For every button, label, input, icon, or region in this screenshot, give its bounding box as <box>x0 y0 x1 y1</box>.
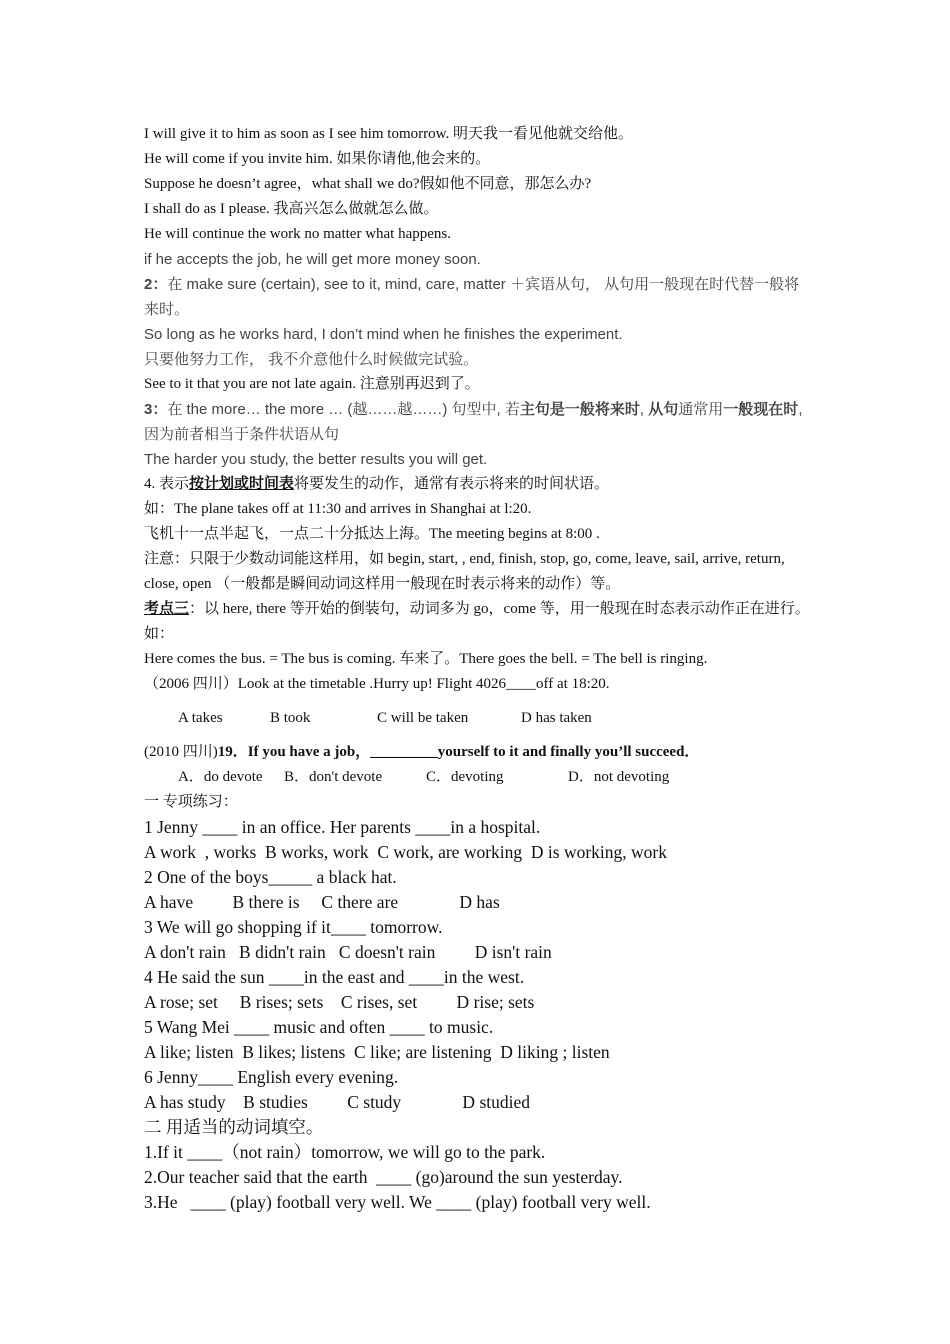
exercise-question: 6 Jenny____ English every evening. <box>144 1067 399 1087</box>
rule-number: 2： <box>144 276 168 293</box>
document-page <box>144 122 814 1215</box>
rule-text: 在 make sure (certain), see to it, mind, care, matter ＋宾语从句， 从句用一般现在时代替一般将来时。 <box>144 276 800 318</box>
exercise-question: 5 Wang Mei ____ music and often ____ to music. <box>144 1017 494 1037</box>
option-a: A．do devote <box>178 769 263 785</box>
exercise-question: 1 Jenny ____ in an office. Her parents ____in a hospital. <box>144 817 541 837</box>
exercise-options: A don't rain B didn't rain C doesn't rain D isn't rain <box>144 942 552 962</box>
exercise-options: A has study B studies C study D studied <box>144 1092 530 1112</box>
exercise-options: A like; listen B likes; listens C like; are listening D liking ; listen <box>144 1042 610 1062</box>
rule-emphasis: 主句是一般将来时 <box>519 401 640 418</box>
key-point-3 <box>144 597 814 647</box>
rule-text: , <box>639 401 649 418</box>
rule-text: 在 the more… the more … (越……越……) 句型中, 若 <box>167 401 520 418</box>
example-line: 只要他努力工作， 我不介意他什么时候做完试验。 <box>144 351 479 368</box>
rule-3 <box>144 397 814 447</box>
exam-stem: 19．If you have a job，_________yourself to it and finally you’ll succeed． <box>217 744 700 760</box>
example-line: He will continue the work no matter what happens. <box>144 226 452 242</box>
exercise-options: A have B there is C there are D has <box>144 892 500 912</box>
fill-in-item: 2.Our teacher said that the earth ____ (go)around the sun yesterday. <box>144 1167 623 1187</box>
rule-emphasis: 从句 <box>648 401 679 418</box>
example-line: if he accepts the job, he will get more money soon. <box>144 251 481 268</box>
exercise-question: 2 One of the boys_____ a black hat. <box>144 867 397 887</box>
exercise-2-title: 二 用适当的动词填空。 <box>144 1117 324 1137</box>
exercise-options: A work , works B works, work C work, are working D is working, work <box>144 842 668 862</box>
rule-emphasis: 一般现在时 <box>723 401 799 418</box>
key-point-label: 考点三 <box>144 601 190 617</box>
rule-emphasis: 按计划或时间表 <box>189 476 295 492</box>
exam-question-2006: （2006 四川）Look at the timetable .Hurry up! Flight 4026____off at 18:20. <box>144 676 610 692</box>
exam-options-2006 <box>144 706 814 731</box>
rule-text: , 因为前者相当于条件状语从句 <box>144 401 803 443</box>
example-line: Here comes the bus. = The bus is coming. 车来了。There goes the bell. = The bell is ringing. <box>144 651 708 667</box>
exercise-1-title: 一 专项练习： <box>144 794 238 810</box>
option-c: C．devoting <box>426 769 504 785</box>
exam-options-2010 <box>144 765 814 790</box>
rule-2 <box>144 272 814 322</box>
example-line: 如：The plane takes off at 11:30 and arrives in Shanghai at l:20. <box>144 501 532 517</box>
rule-4 <box>144 472 814 497</box>
rule-text: 4. 表示 <box>144 476 190 492</box>
fill-in-item: 3.He ____ (play) football very well. We ____ (play) football very well. <box>144 1192 651 1212</box>
fill-in-item: 1.If it ____（not rain）tomorrow, we will go to the park. <box>144 1142 546 1162</box>
option-b: B．don't devote <box>284 769 383 785</box>
note-paragraph: 注意：只限于少数动词能这样用，如 begin, start, , end, finish, stop, go, come, leave, sail, arrive, return, close, open （一般都是瞬间动词这样用一般现在时表示将来的动作）等。 <box>144 551 785 592</box>
rule-number: 3： <box>144 401 168 418</box>
example-line: I will give it to him as soon as I see him tomorrow. 明天我一看见他就交给他。 <box>144 126 633 142</box>
example-line: See to it that you are not late again. 注意别再迟到了。 <box>144 376 480 392</box>
exercise-question: 4 He said the sun ____in the east and ____in the west. <box>144 967 525 987</box>
option-a: A takes <box>178 710 223 726</box>
key-point-text: ：以 here, there 等开始的倒装句，动词多为 go，come 等，用一般现在时态表示动作正在进行。如： <box>144 601 810 642</box>
exercise-question: 3 We will go shopping if it____ tomorrow. <box>144 917 443 937</box>
rule-text: 通常用 <box>678 401 724 418</box>
option-b: B took <box>270 710 311 726</box>
example-line: So long as he works hard, I don’t mind when he finishes the experiment. <box>144 326 623 343</box>
exam-question-2010 <box>144 740 814 765</box>
rule-text: 将要发生的动作，通常有表示将来的时间状语。 <box>294 476 610 492</box>
exam-source: (2010 四川) <box>144 744 218 760</box>
option-d: D has taken <box>521 710 592 726</box>
example-line: The harder you study, the better results you will get. <box>144 451 488 468</box>
example-line: He will come if you invite him. 如果你请他,他会来的。 <box>144 151 491 167</box>
example-line: Suppose he doesn’t agree，what shall we do?假如他不同意，那怎么办? <box>144 176 592 192</box>
exercise-options: A rose; set B rises; sets C rises, set D rise; sets <box>144 992 535 1012</box>
example-line: I shall do as I please. 我高兴怎么做就怎么做。 <box>144 201 439 217</box>
example-line: 飞机十一点半起飞，一点二十分抵达上海。The meeting begins at 8:00 . <box>144 526 600 542</box>
option-d: D．not devoting <box>568 769 670 785</box>
option-c: C will be taken <box>377 710 469 726</box>
